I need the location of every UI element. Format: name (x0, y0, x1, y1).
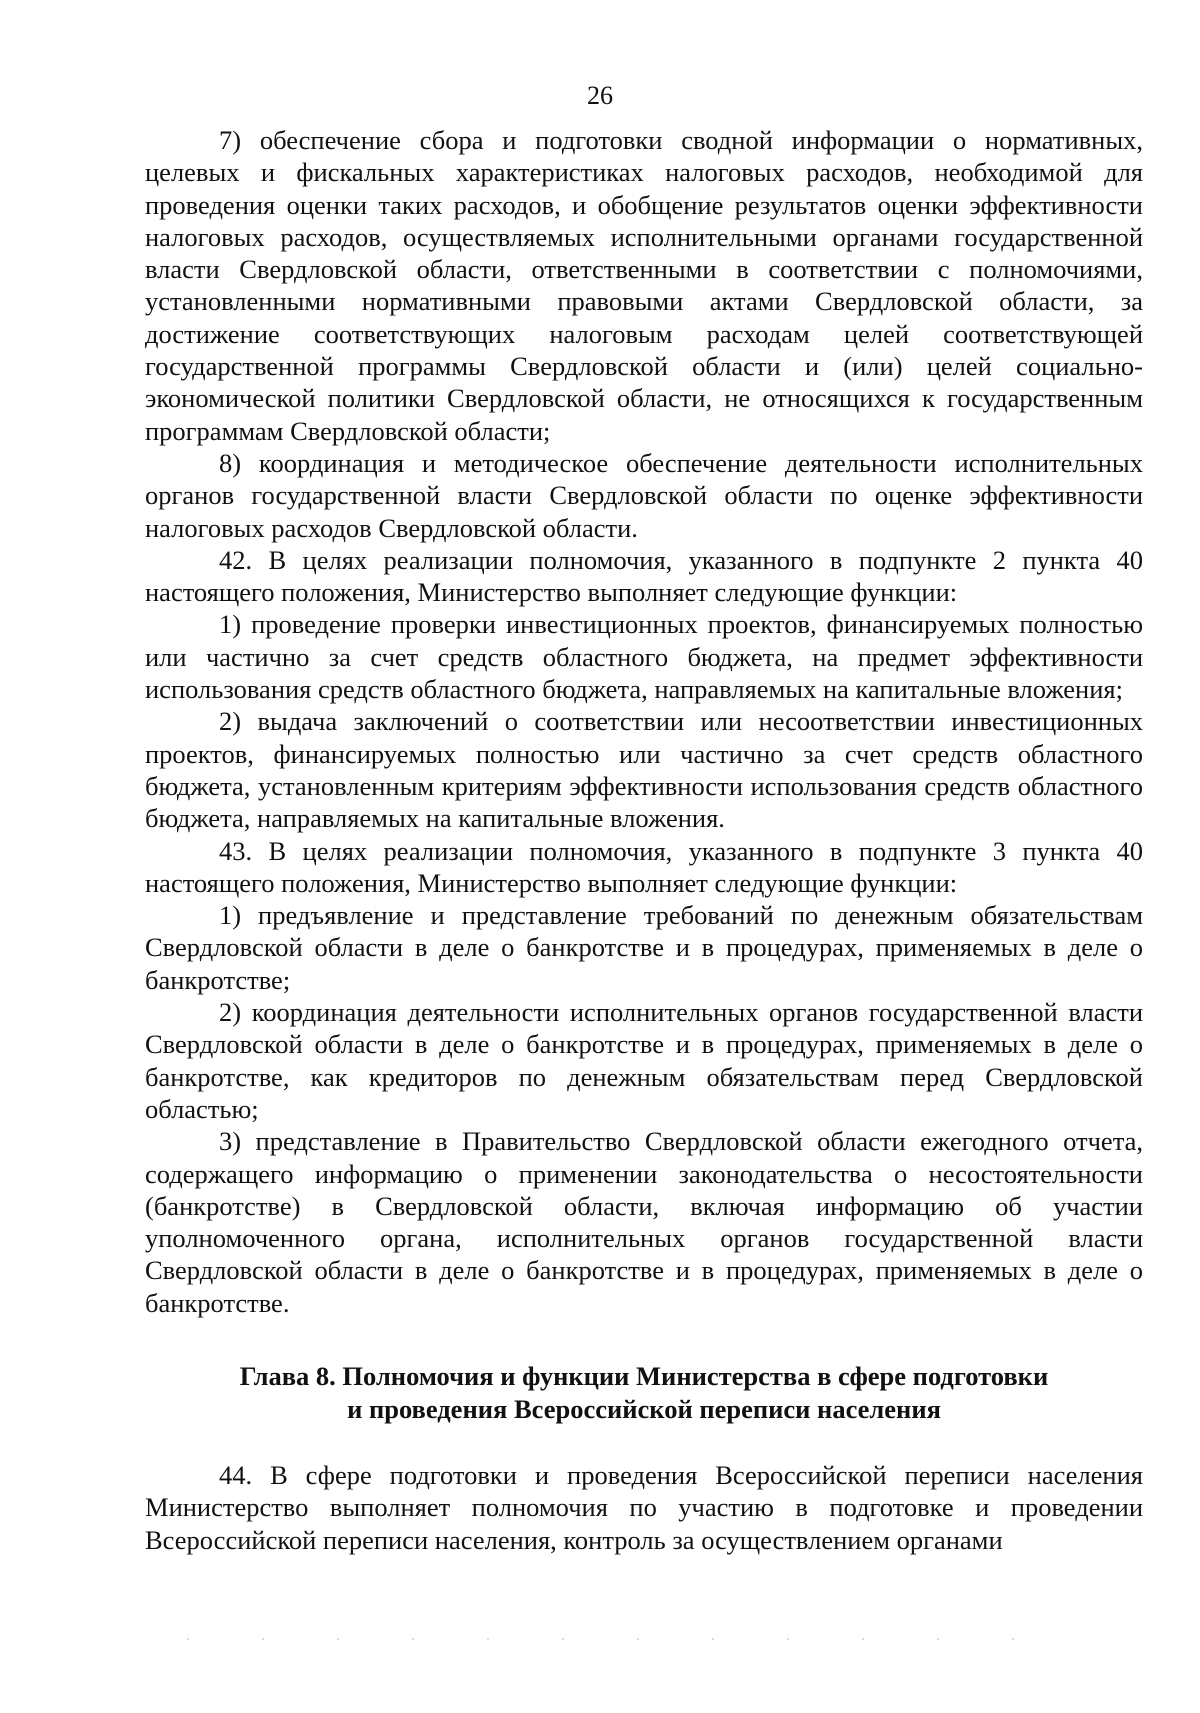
paragraph-43-intro: 43. В целях реализации полномочия, указанного в подпункте 3 пункта 40 настоящего положения, Министерство выполняет следующие функции: (145, 835, 1143, 898)
paragraph-8-coordination: 8) координация и методическое обеспечение деятельности исполнительных органов государственной власти Свердловской области по оценке эффективности налоговых расходов Свердловской области. (145, 447, 1143, 543)
scan-noise-dots (150, 1638, 1050, 1642)
paragraph-43-item-1: 1) предъявление и представление требований по денежным обязательствам Свердловской области в деле о банкротстве и в процедурах, применяемых в деле о банкротстве; (145, 900, 1143, 995)
paragraph-43-item-3: 3) представление в Правительство Свердловской области ежегодного отчета, содержащего информацию о применении законодательства о несостоятельности (банкротстве) в Свердловской области, включая информацию об участии уполномоченного органа, исполнительных органов государственной власти Свердловской области в деле о банкротстве и в процедурах, применяемых в деле о банкротстве. (145, 1126, 1143, 1318)
paragraph-44: 44. В сфере подготовки и проведения Всероссийской переписи населения Министерство выполняет полномочия по участию в подготовке и проведении Всероссийской переписи населения, контроль за осуществлением органами (145, 1459, 1143, 1555)
chapter-heading-line-2: и проведения Всероссийской переписи населения (347, 1393, 941, 1424)
paragraph-42-item-2: 2) выдача заключений о соответствии или несоответствии инвестиционных проектов, финансируемых полностью или частично за счет средств областного бюджета, установленным критериям эффективности использования средств областного бюджета, направляемых на капитальные вложения. (145, 706, 1143, 834)
paragraph-42-item-1: 1) проведение проверки инвестиционных проектов, финансируемых полностью или частично за счет средств областного бюджета, на предмет эффективности использования средств областного бюджета, направляемых на капитальные вложения; (145, 609, 1143, 705)
chapter-heading-line-1: Глава 8. Полномочия и функции Министерства в сфере подготовки (239, 1360, 1049, 1391)
document-body (145, 124, 1143, 1556)
chapter-heading (145, 1360, 1143, 1426)
paragraph-43-item-2: 2) координация деятельности исполнительных органов государственной власти Свердловской области в деле о банкротстве и в процедурах, применяемых в деле о банкротстве, как кредиторов по денежным обязательствам перед Свердловской областью; (145, 997, 1143, 1124)
page-number: 26 (587, 81, 613, 110)
paragraph-7-tax-expenses: 7) обеспечение сбора и подготовки сводной информации о нормативных, целевых и фискальных характеристиках налоговых расходов, необходимой для проведения оценки таких расходов, и обобщение результатов оценки эффективности налоговых расходов, осуществляемых исполнительными органами государственной власти Свердловской области, ответственными в соответствии с полномочиями, установленными нормативными правовыми актами Свердловской области, за достижение соответствующих налоговым расходам целей соответствующей государственной программы Свердловской области и (или) целей социально-экономической политики Свердловской области, не относящихся к государственным программам Свердловской области; (145, 125, 1143, 446)
paragraph-42-intro: 42. В целях реализации полномочия, указанного в подпункте 2 пункта 40 настоящего положения, Министерство выполняет следующие функции: (145, 544, 1143, 608)
